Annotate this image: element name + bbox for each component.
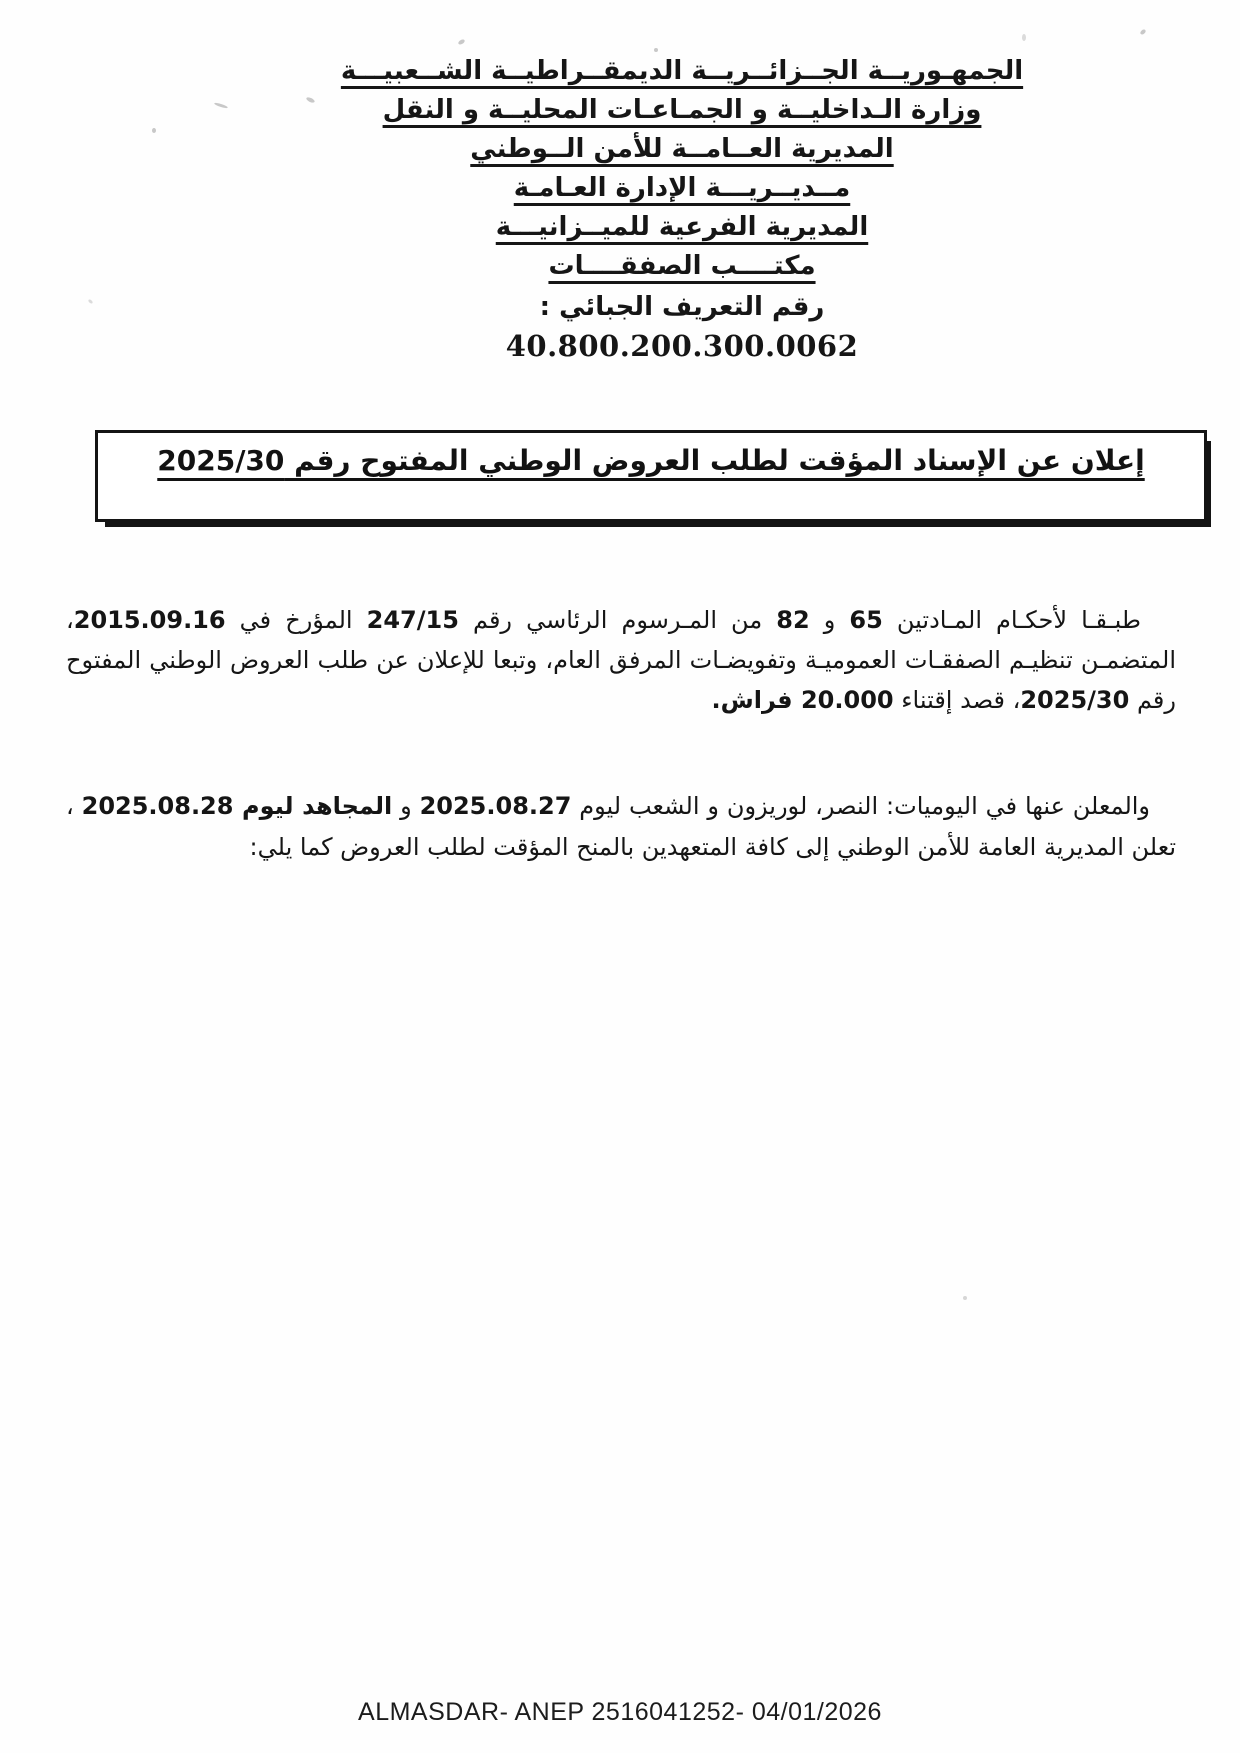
text-segment: 2025/30 [1020,686,1130,714]
text-segment: طبـقـا لأحكـام المـادتين [882,606,1141,634]
text-segment: ، قصد إقتناء [893,686,1021,714]
text-segment: و [809,606,850,634]
text-segment: 2025.08.27 [419,792,572,820]
paragraph-publication-announcement [66,786,1176,868]
scan-speck [654,48,658,52]
text-segment: ، تعلن المديرية العامة للأمن الوطني إلى كافة المتعهدين بالمنح المؤقت لطلب العروض كما يلي: [66,792,1176,861]
tax-id-value: 40.800.200.300.0062 [505,329,859,363]
text-segment: 20.000 فراش. [711,686,894,714]
header-line-contracts-office: مكتــــب الصفقــــات [548,251,816,281]
header-line-administration-directorate: مــديــريـــة الإدارة العـامـة [513,173,851,203]
text-segment: والمعلن عنها في اليوميات: النصر، لوريزون و الشعب ليوم [571,792,1151,820]
scan-speck [963,1296,967,1300]
notice-title-box [95,430,1207,522]
text-segment: المؤرخ في [225,606,367,634]
text-segment: من المـرسوم الرئاسي رقم [458,606,777,634]
header-line-budget-subdirectorate: المديرية الفرعية للميــزانيـــة [495,212,869,242]
text-segment: 2015.09.16 [73,606,226,634]
scan-speck [457,39,465,46]
text-segment: 82 [776,606,810,634]
header-line-republic: الجمهـوريــة الجــزائــريــة الديمقــراطيــة الشــعبيـــة [340,56,1024,86]
header-line-general-directorate: المديرية العــامــة للأمن الــوطني [470,134,894,164]
document-header-block [124,52,1240,366]
scan-speck [152,128,156,133]
scan-speck [1139,29,1146,36]
text-segment: ، المتضمـن تنظيـم الصفقـات العموميـة وتفويضـات المرفق العام، وتبعا للإعلان عن طلب العروض الوطني المفتوح رقم [66,606,1176,714]
text-segment: المجاهد ليوم [233,792,393,820]
notice-title: إعلان عن الإسناد المؤقت لطلب العروض الوطني المفتوح رقم 2025/30 [157,444,1145,477]
header-line-ministry: وزارة الـداخليــة و الجمـاعـات المحليــة و النقل [382,95,982,125]
scan-speck [88,299,94,305]
tax-id-label: رقم التعريف الجبائي : [539,292,825,322]
text-segment: 65 [849,606,883,634]
footer-anep-reference: ALMASDAR- ANEP 2516041252- 04/01/2026 [358,1698,882,1726]
text-segment: 247/15 [366,606,459,634]
text-segment: و [392,792,420,820]
text-segment: 2025.08.28 [81,792,234,820]
scan-speck [1022,34,1026,41]
paragraph-legal-basis [66,600,1176,720]
